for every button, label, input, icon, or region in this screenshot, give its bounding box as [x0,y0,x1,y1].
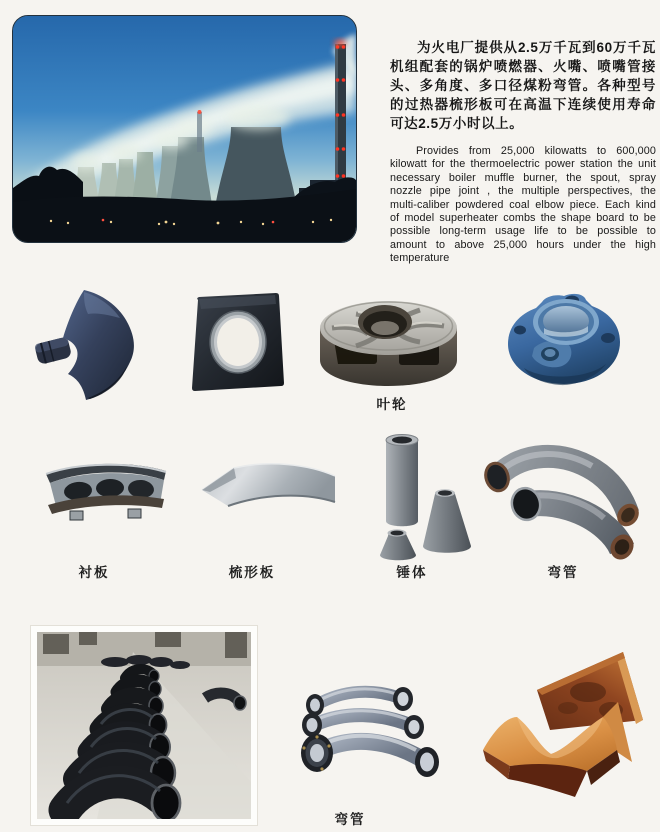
power-plant-photo [12,15,357,243]
bend-pipe-illustration [482,442,642,560]
impeller-photo [316,298,466,395]
label-hammer-body: 锤体 [396,565,428,580]
intro-paragraph-chinese: 为火电厂提供从2.5万千瓦到60万千瓦机组配套的锅炉喷燃器、火嘴、喷嘴管接头、多角度、多口径煤粉弯管。各种型号的过热器梳形板可在高温下连续使用寿命可达2.5万小时以上。 [390,40,656,131]
hammer-body-illustration [378,430,474,566]
bend-pipe-photo [482,442,642,565]
label-bend-pipe: 弯管 [547,565,579,580]
liner-plate-illustration [40,458,172,526]
liner-plate-photo [40,458,172,531]
intro-paragraph-english: Provides from 25,000 kilowatts to 600,000 kilowatt for the thermoelectric power station the unit necessary boiler muffle burner, the spout, spray nozzle pipe joint , the multiple perspectives, the multi-caliber powdered coal elbow piece. Each kind of model superheater combs the shape board to be possible long-term usage life to be possible to amount to above 25,000 hours under the high temperature [390,145,656,265]
label-liner-plate: 衬板 [78,565,110,580]
flanged-bend-pipes-illustration [288,678,453,786]
blade-casting-photo [32,286,140,409]
flanged-bend-pipes-photo [288,678,453,791]
comb-plate-illustration [198,458,338,520]
square-plate-casting-photo [186,290,288,401]
power-plant-photo-illustration [13,16,356,242]
square-plate-illustration [186,290,288,396]
elbow-shell-casting-photo [478,642,653,812]
elbow-shell-casting-illustration [478,642,653,807]
label-bend-pipe-bottom: 弯管 [334,812,366,827]
comb-plate-photo [198,458,338,525]
bend-pipe-yard-illustration [37,632,251,819]
bend-pipe-yard-photo [31,626,257,825]
impeller-illustration [316,298,466,390]
blade-casting-illustration [32,286,140,404]
flange-casting-illustration [504,290,624,390]
label-impeller: 叶轮 [376,397,408,412]
label-comb-plate: 梳形板 [228,565,276,580]
hammer-body-photo [378,430,474,571]
flange-casting-photo [504,290,624,395]
intro-text-block [390,38,656,266]
